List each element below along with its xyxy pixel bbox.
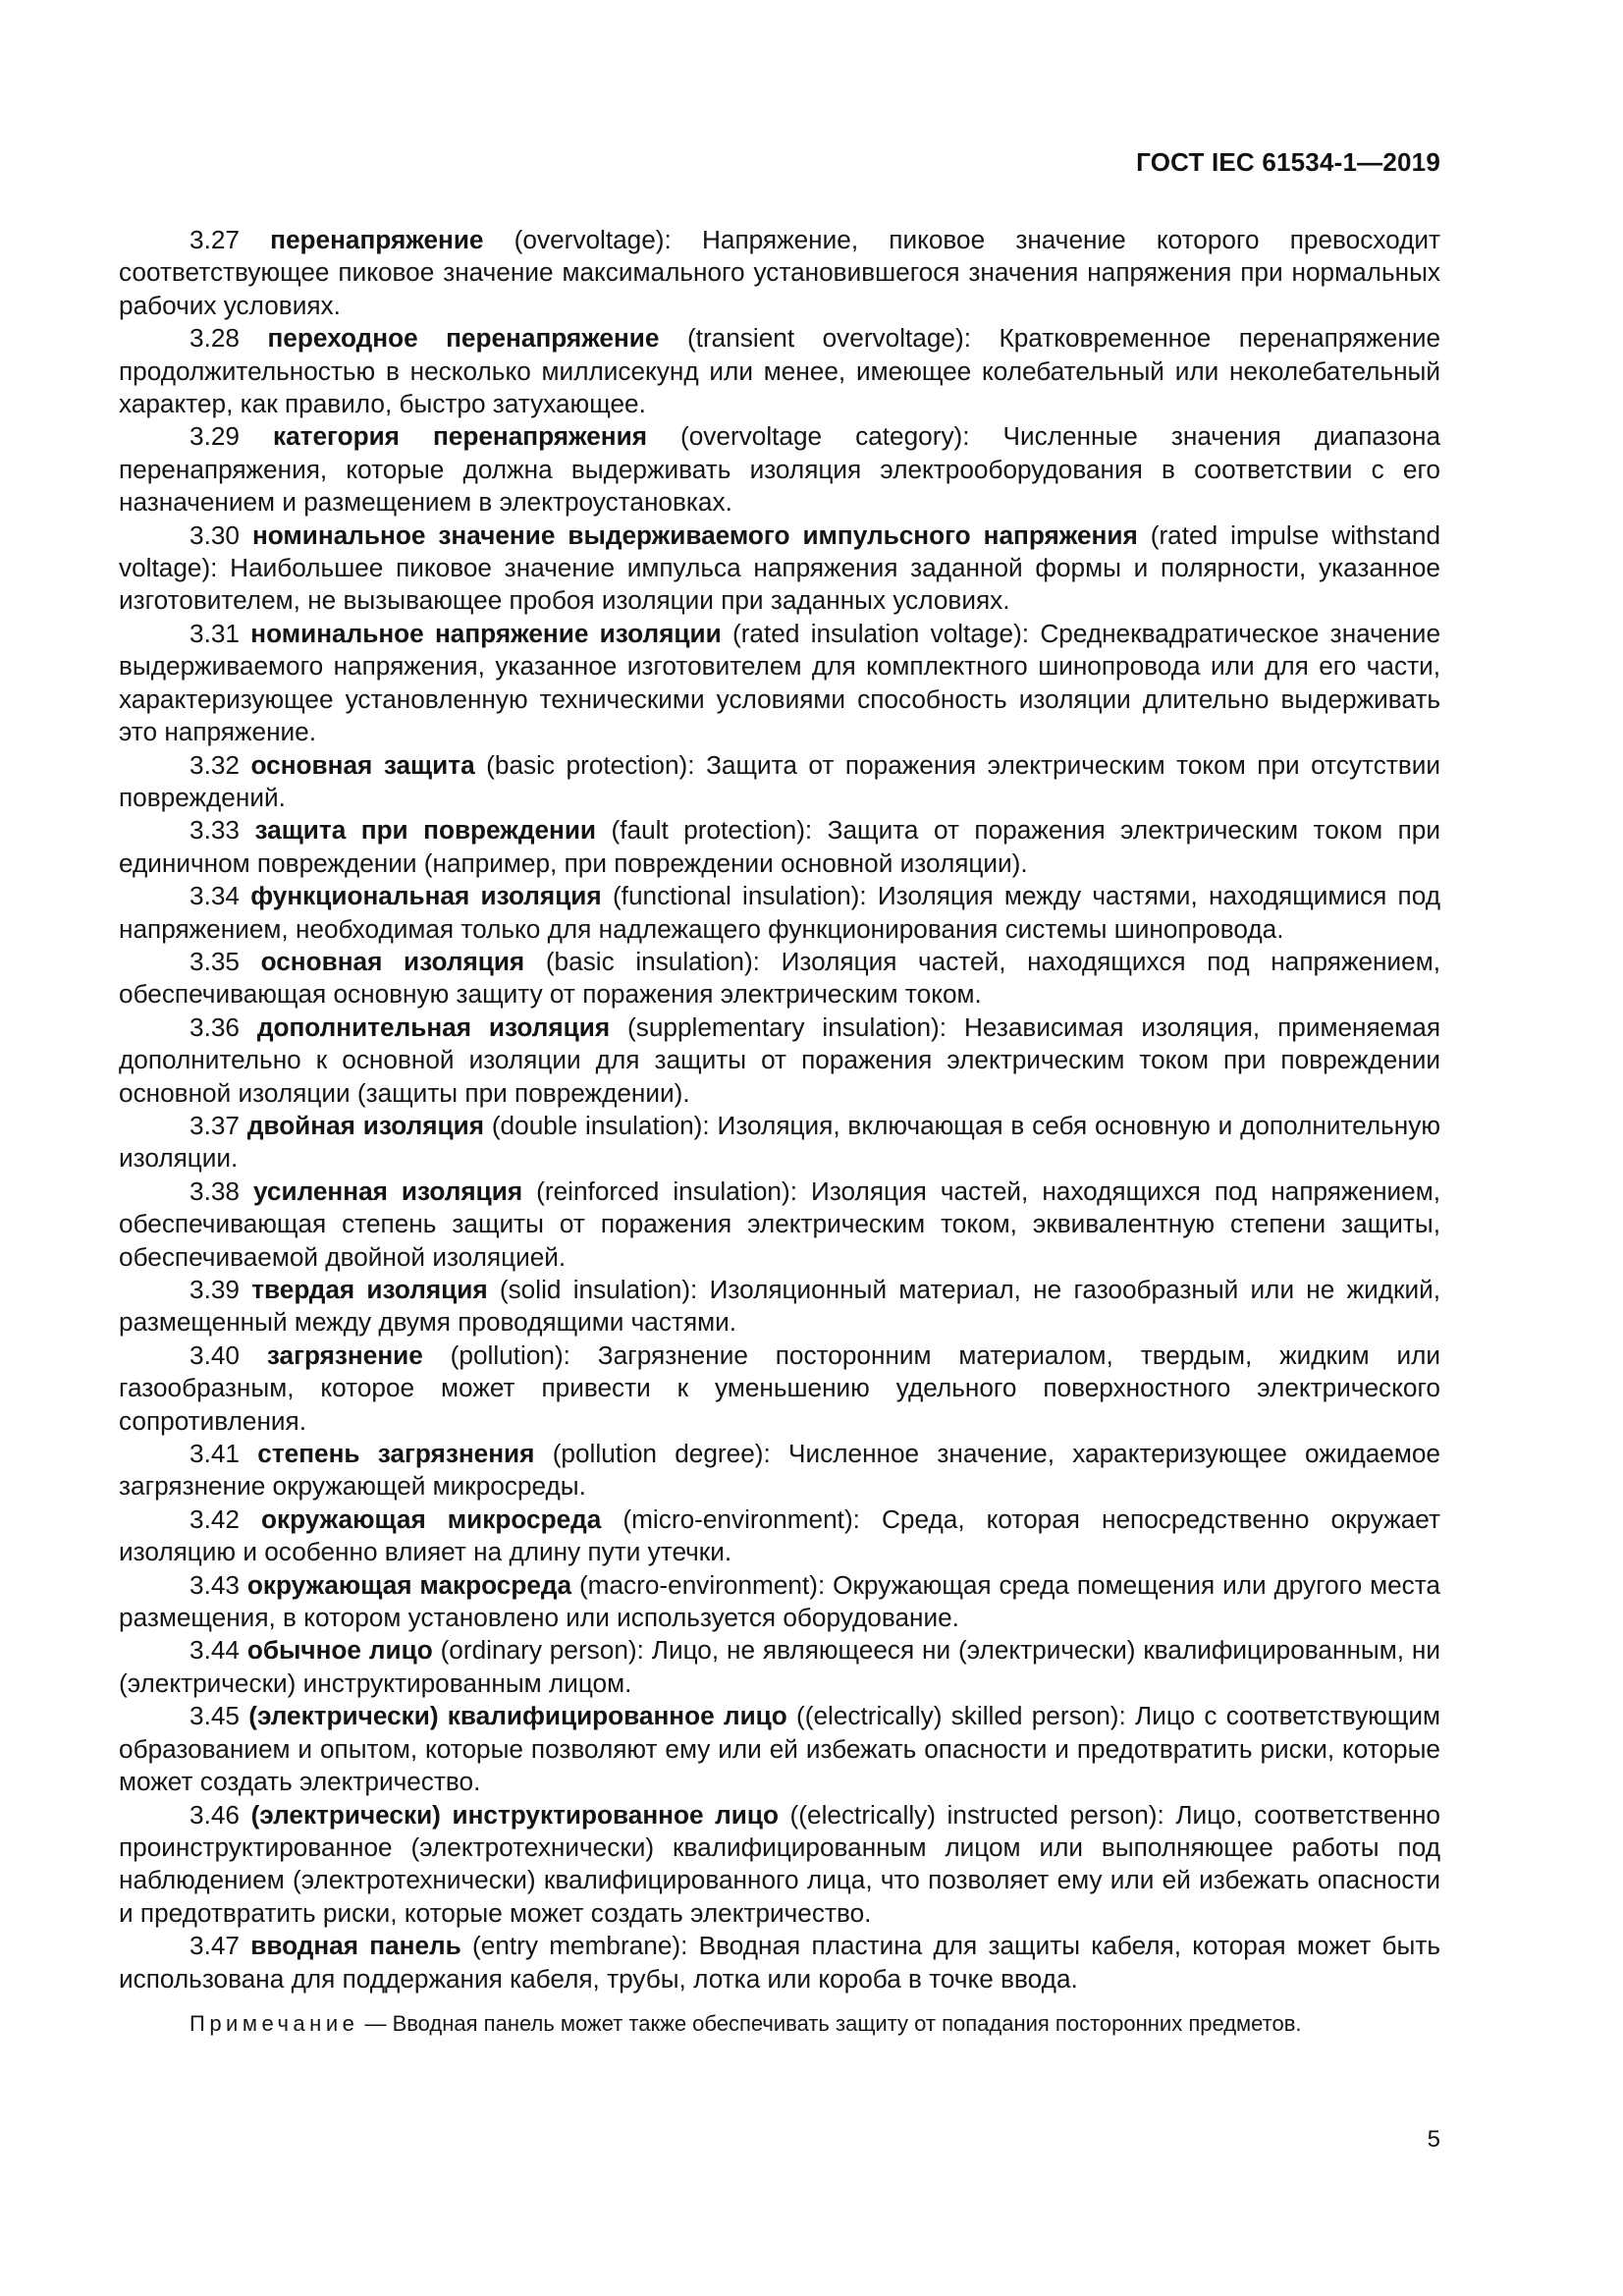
term-entry-3-30 xyxy=(119,519,1440,618)
term-number: 3.44 xyxy=(189,1635,240,1666)
term-definition: (basic insulation): Изоляция частей, находящихся под напряжением, обеспечивающая основную защиту от поражения электрическим током. xyxy=(119,946,1440,1010)
term-name: защита при повреждении xyxy=(254,815,597,846)
term-name: окружающая макросреда xyxy=(246,1569,572,1600)
term-name: загрязнение xyxy=(266,1339,423,1370)
term-name: твердая изоляция xyxy=(251,1275,488,1304)
term-entry-3-32 xyxy=(119,749,1440,815)
term-name: двойная изоляция xyxy=(246,1110,484,1140)
term-name: степень загрязнения xyxy=(257,1439,535,1469)
term-number: 3.39 xyxy=(189,1275,240,1304)
term-name: переходное перенапряжение xyxy=(267,323,660,354)
term-number: 3.38 xyxy=(189,1175,240,1206)
term-definition: (fault protection): Защита от поражения электрическим током при единичном повреждении (например, при повреждении основной изоляции). xyxy=(119,815,1440,878)
note-paragraph xyxy=(119,2009,1440,2039)
term-definition: (entry membrane): Вводная пластина для защиты кабеля, которая может быть использована для поддержания кабеля, трубы, лотка или короба в точке ввода. xyxy=(119,1931,1441,1994)
term-number: 3.27 xyxy=(189,225,240,254)
document-code-header: ГОСТ IEC 61534-1—2019 xyxy=(1136,147,1440,177)
term-name: усиленная изоляция xyxy=(253,1175,523,1206)
term-number: 3.34 xyxy=(189,881,240,911)
term-number: 3.42 xyxy=(189,1503,240,1534)
term-definition: (basic protection): Защита от поражения электрическим током при отсутствии повреждений. xyxy=(119,749,1440,812)
term-number: 3.47 xyxy=(189,1931,240,1961)
term-number: 3.31 xyxy=(189,618,240,648)
term-entry-3-39 xyxy=(119,1274,1440,1339)
term-number: 3.35 xyxy=(189,946,240,976)
term-number: 3.37 xyxy=(189,1110,240,1140)
term-entry-3-45 xyxy=(119,1700,1440,1798)
term-entry-3-28 xyxy=(119,322,1440,420)
term-definition: (pollution): Загрязнение посторонним материалом, твердым, жидким или газообразным, которое может привести к уменьшению удельного поверхностного электрического сопротивления. xyxy=(119,1339,1441,1436)
term-definition: ((electrically) instructed person): Лицо, соответственно проинструктированное (электротехнически) квалифицированным лицом или выполняющее работы под наблюдением (электротехнически) квалифицированного лица, что позволяет ему или ей избежать опасности и предотвратить риски, которые может создать электричество. xyxy=(119,1799,1440,1928)
term-definition: (supplementary insulation): Независимая изоляция, применяемая дополнительно к основной изоляции для защиты от поражения электрическим током при повреждении основной изоляции (защиты при повреждении). xyxy=(119,1011,1440,1108)
term-entry-3-35 xyxy=(119,946,1440,1011)
term-definition: (micro-environment): Среда, которая непосредственно окружает изоляцию и особенно влияет на длину пути утечки. xyxy=(119,1503,1440,1567)
term-entry-3-33 xyxy=(119,814,1440,880)
term-entry-3-44 xyxy=(119,1634,1440,1700)
term-definition: (macro-environment): Окружающая среда помещения или другого места размещения, в котором установлено или используется оборудование. xyxy=(119,1569,1440,1633)
term-number: 3.28 xyxy=(189,323,240,354)
terms-content xyxy=(119,224,1440,2039)
term-entry-3-42 xyxy=(119,1503,1440,1569)
page-number: 5 xyxy=(1427,2126,1440,2153)
term-entry-3-38 xyxy=(119,1175,1440,1274)
term-definition: (rated impulse withstand voltage): Наибольшее пиковое значение импульса напряжения заданной формы и полярности, указанное изготовителем, не вызывающее пробоя изоляции при заданных условиях. xyxy=(119,519,1441,616)
note-text: — Вводная панель может также обеспечивать защиту от попадания посторонних предметов. xyxy=(358,2010,1302,2036)
term-definition: (ordinary person): Лицо, не являющееся ни (электрически) квалифицированным, ни (электрически) инструктированным лицом. xyxy=(119,1635,1440,1698)
term-entry-3-34 xyxy=(119,880,1440,946)
term-definition: (solid insulation): Изоляционный материал, не газообразный или не жидкий, размещенный между двумя проводящими частями. xyxy=(119,1275,1440,1338)
term-name: обычное лицо xyxy=(246,1635,433,1666)
term-number: 3.45 xyxy=(189,1701,240,1731)
term-entry-3-43 xyxy=(119,1569,1440,1635)
term-definition: (transient overvoltage): Кратковременное перенапряжение продолжительностью в несколько миллисекунд или менее, имеющее колебательный или неколебательный характер, как правило, быстро затухающее. xyxy=(119,323,1441,419)
term-name: (электрически) квалифицированное лицо xyxy=(248,1701,787,1731)
term-definition: (reinforced insulation): Изоляция частей, находящихся под напряжением, обеспечивающая степень защиты от поражения электрическим током, эквивалентную степени защиты, обеспечиваемой двойной изоляцией. xyxy=(119,1175,1441,1272)
term-number: 3.32 xyxy=(189,749,240,780)
term-number: 3.29 xyxy=(189,421,240,452)
term-name: категория перенапряжения xyxy=(272,421,648,452)
term-entry-3-36 xyxy=(119,1011,1440,1110)
term-name: вводная панель xyxy=(250,1931,461,1961)
term-number: 3.41 xyxy=(189,1439,240,1469)
term-number: 3.30 xyxy=(189,519,240,550)
term-name: функциональная изоляция xyxy=(250,881,602,911)
term-entry-3-46 xyxy=(119,1799,1440,1931)
term-name: окружающая микросреда xyxy=(261,1503,602,1534)
term-number: 3.40 xyxy=(189,1339,240,1370)
term-entry-3-37 xyxy=(119,1110,1440,1175)
term-definition: (overvoltage): Напряжение, пиковое значение которого превосходит соответствующее пиковое значение максимального установившегося значения напряжения при нормальных рабочих условиях. xyxy=(119,225,1440,320)
term-name: (электрически) инструктированное лицо xyxy=(250,1799,779,1830)
term-name: номинальное напряжение изоляции xyxy=(250,618,722,648)
term-definition: (pollution degree): Численное значение, характеризующее ожидаемое загрязнение окружающей микросреды. xyxy=(119,1439,1440,1502)
term-entry-3-40 xyxy=(119,1339,1440,1438)
term-name: основная изоляция xyxy=(260,946,525,976)
term-name: перенапряжение xyxy=(270,225,484,254)
term-entry-3-47 xyxy=(119,1930,1440,1995)
term-entry-3-31 xyxy=(119,618,1440,749)
term-number: 3.36 xyxy=(189,1011,240,1042)
term-entry-3-41 xyxy=(119,1438,1440,1503)
term-name: дополнительная изоляция xyxy=(256,1011,611,1042)
term-definition: (overvoltage category): Численные значения диапазона перенапряжения, которые должна выдерживать изоляция электрооборудования в соответствии с его назначением и размещением в электроустановках. xyxy=(119,421,1441,518)
term-number: 3.43 xyxy=(189,1569,240,1600)
note-label: Примечание xyxy=(189,2010,359,2036)
term-name: номинальное значение выдерживаемого импульсного напряжения xyxy=(251,519,1138,550)
term-definition: (double insulation): Изоляция, включающая в себя основную и дополнительную изоляции. xyxy=(119,1110,1440,1174)
term-definition: (rated insulation voltage): Среднеквадратическое значение выдерживаемого напряжения, указанное изготовителем для комплектного шинопровода или для его части, характеризующее установленную техническими условиями способность изоляции длительно выдерживать это напряжение. xyxy=(119,618,1441,747)
term-definition: (functional insulation): Изоляция между частями, находящимися под напряжением, необходимая только для надлежащего функционирования системы шинопровода. xyxy=(119,881,1441,944)
term-entry-3-27 xyxy=(119,224,1440,322)
term-definition: ((electrically) skilled person): Лицо с соответствующим образованием и опытом, которые позволяют ему или ей избежать опасности и предотвратить риски, которые может создать электричество. xyxy=(119,1701,1441,1797)
term-entry-3-29 xyxy=(119,420,1440,519)
term-number: 3.33 xyxy=(189,815,240,846)
term-name: основная защита xyxy=(250,749,475,780)
term-number: 3.46 xyxy=(189,1799,240,1830)
